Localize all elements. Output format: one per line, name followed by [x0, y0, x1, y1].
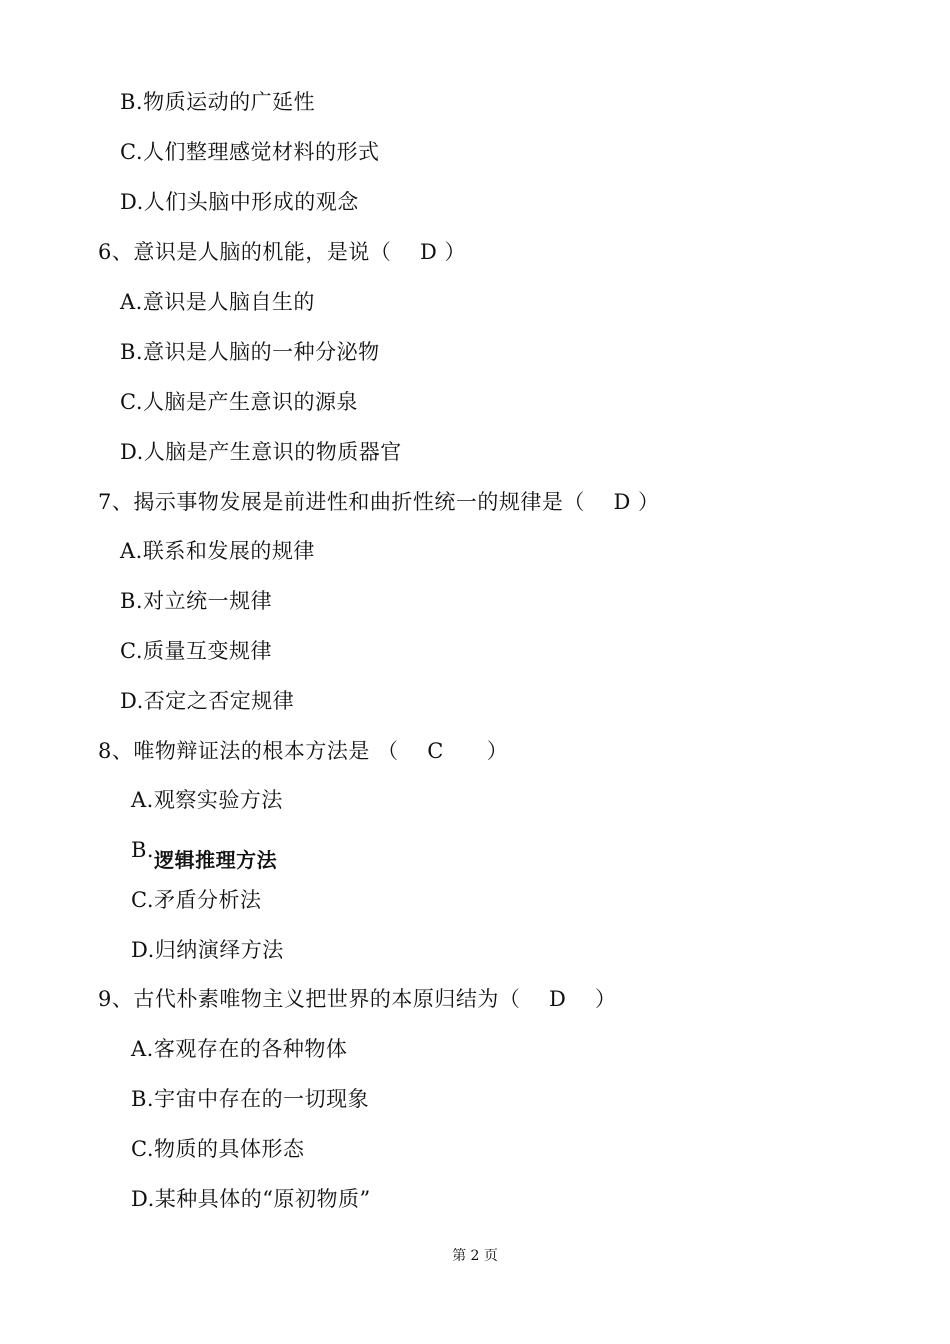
q6-option-b: B.意识是人脑的一种分泌物	[120, 340, 380, 364]
q7-option-a: A.联系和发展的规律	[120, 539, 315, 563]
q8-option-a: A.观察实验方法	[131, 788, 283, 812]
q5-option-c: C.人们整理感觉材料的形式	[120, 140, 380, 164]
q9-option-c: C.物质的具体形态	[131, 1137, 305, 1161]
q9-option-b: B.宇宙中存在的一切现象	[131, 1087, 370, 1111]
q9-option-d: D.某种具体的“原初物质”	[131, 1187, 371, 1211]
q8-option-d: D.归纳演绎方法	[131, 938, 284, 962]
q7-option-b: B.对立统一规律	[120, 589, 273, 613]
q8-option-b-label: B.	[131, 838, 155, 862]
question-7: 7、揭示事物发展是前进性和曲折性统一的规律是（ D ）	[98, 490, 660, 514]
page-number: 第 2 页	[452, 1248, 498, 1264]
q9-option-a: A.客观存在的各种物体	[131, 1037, 348, 1061]
q8-option-b-text: 逻辑推理方法	[154, 848, 278, 872]
q8-option-b	[131, 838, 278, 872]
q5-option-d: D.人们头脑中形成的观念	[120, 190, 359, 214]
q6-option-a: A.意识是人脑自生的	[120, 290, 315, 314]
q6-option-c: C.人脑是产生意识的源泉	[120, 390, 358, 414]
q7-option-c: C.质量互变规律	[120, 639, 272, 663]
question-9: 9、古代朴素唯物主义把世界的本原归结为（ D ）	[98, 987, 617, 1011]
q8-option-c: C.矛盾分析法	[131, 888, 262, 912]
question-8: 8、唯物辩证法的根本方法是 （ C ）	[98, 739, 509, 763]
q6-option-d: D.人脑是产生意识的物质器官	[120, 440, 402, 464]
q7-option-d: D.否定之否定规律	[120, 689, 295, 713]
question-6: 6、意识是人脑的机能，是说（ D ）	[98, 240, 467, 264]
q5-option-b: B.物质运动的广延性	[120, 90, 316, 114]
